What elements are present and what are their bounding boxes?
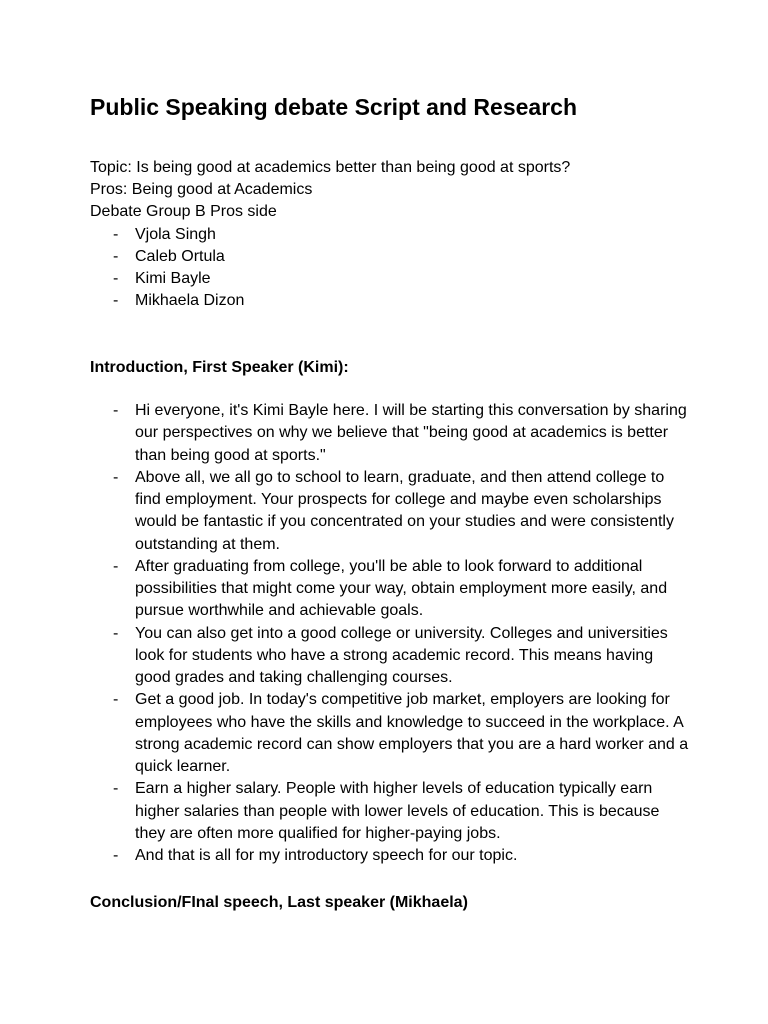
member-item: - Vjola Singh: [90, 224, 570, 246]
intro-heading: Introduction, First Speaker (Kimi):: [90, 359, 349, 376]
conclusion-heading: Conclusion/FInal speech, Last speaker (Mikhaela): [90, 894, 468, 911]
debate-info: [90, 157, 570, 312]
group-line: Debate Group B Pros side: [90, 203, 277, 221]
pros-line: Pros: Being good at Academics: [90, 181, 313, 199]
intro-point-list: [90, 400, 690, 867]
member-item: - Mikhaela Dizon: [90, 290, 570, 312]
intro-point: - You can also get into a good college or university. Colleges and universities look for students who have a strong academic record. This means having good grades and taking challenging courses.: [90, 623, 690, 690]
member-item: - Kimi Bayle: [90, 268, 570, 290]
intro-point: - After graduating from college, you'll be able to look forward to additional possibilities that might come your way, obtain employment more easily, and pursue worthwhile and achievable goals.: [90, 556, 690, 623]
topic-line: Topic: Is being good at academics better than being good at sports?: [90, 159, 571, 176]
intro-point: - And that is all for my introductory speech for our topic.: [90, 845, 690, 867]
intro-point: - Get a good job. In today's competitive job market, employers are looking for employees who have the skills and knowledge to succeed in the workplace. A strong academic record can show employers that you are a hard worker and a quick learner.: [90, 689, 690, 778]
intro-point: - Above all, we all go to school to learn, graduate, and then attend college to find employment. Your prospects for college and maybe even scholarships would be fantastic if you concentrated on your studies and were consistently outstanding at them.: [90, 467, 690, 556]
member-item: - Caleb Ortula: [90, 246, 570, 268]
member-list: [90, 224, 570, 313]
intro-point: - Hi everyone, it's Kimi Bayle here. I will be starting this conversation by sharing our perspectives on why we believe that "being good at academics is better than being good at sports.": [90, 400, 690, 467]
intro-point: - Earn a higher salary. People with higher levels of education typically earn higher salaries than people with lower levels of education. This is because they are often more qualified for higher-paying jobs.: [90, 778, 690, 845]
document-title: Public Speaking debate Script and Research: [90, 94, 577, 120]
